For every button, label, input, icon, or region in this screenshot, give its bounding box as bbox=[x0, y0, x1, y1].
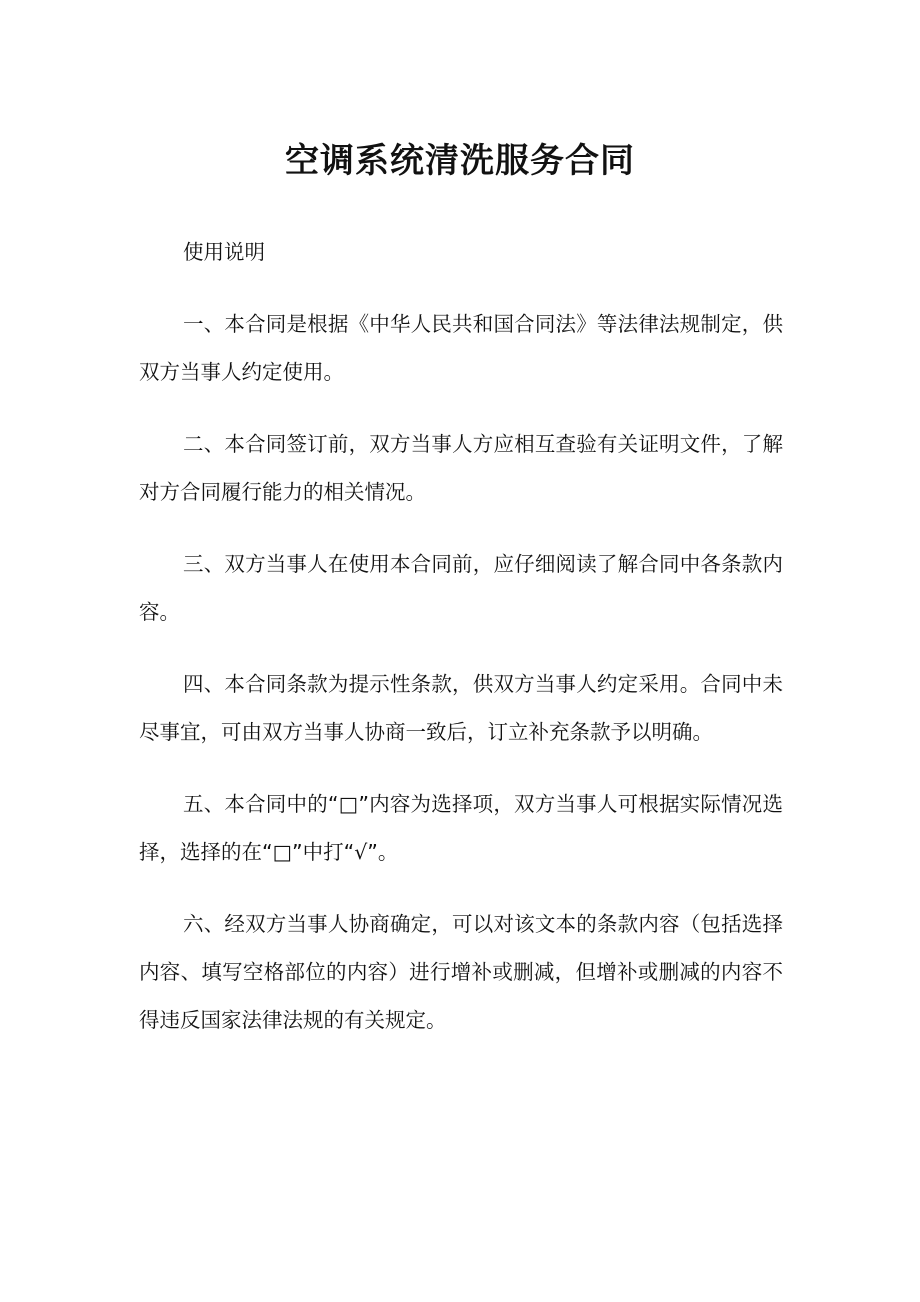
instruction-paragraph-6: 六、经双方当事人协商确定，可以对该文本的条款内容（包括选择内容、填写空格部位的内容）进行增补或删减，但增补或删减的内容不得违反国家法律法规的有关规定。 bbox=[139, 912, 783, 1032]
instruction-paragraph-1: 一、本合同是根据《中华人民共和国合同法》等法律法规制定，供双方当事人约定使用。 bbox=[139, 312, 783, 384]
instruction-paragraph-2: 二、本合同签订前，双方当事人方应相互查验有关证明文件，了解对方合同履行能力的相关情况。 bbox=[139, 432, 783, 504]
instructions-body bbox=[139, 228, 783, 1068]
instruction-paragraph-3: 三、双方当事人在使用本合同前，应仔细阅读了解合同中各条款内容。 bbox=[139, 552, 783, 624]
instruction-paragraph-5: 五、本合同中的“□”内容为选择项，双方当事人可根据实际情况选择，选择的在“□”中打“√”。 bbox=[139, 792, 783, 864]
instruction-paragraph-4: 四、本合同条款为提示性条款，供双方当事人约定采用。合同中未尽事宜，可由双方当事人协商一致后，订立补充条款予以明确。 bbox=[139, 672, 783, 744]
contract-title: 空调系统清洗服务合同 bbox=[285, 141, 635, 181]
instructions-heading: 使用说明 bbox=[183, 240, 265, 264]
